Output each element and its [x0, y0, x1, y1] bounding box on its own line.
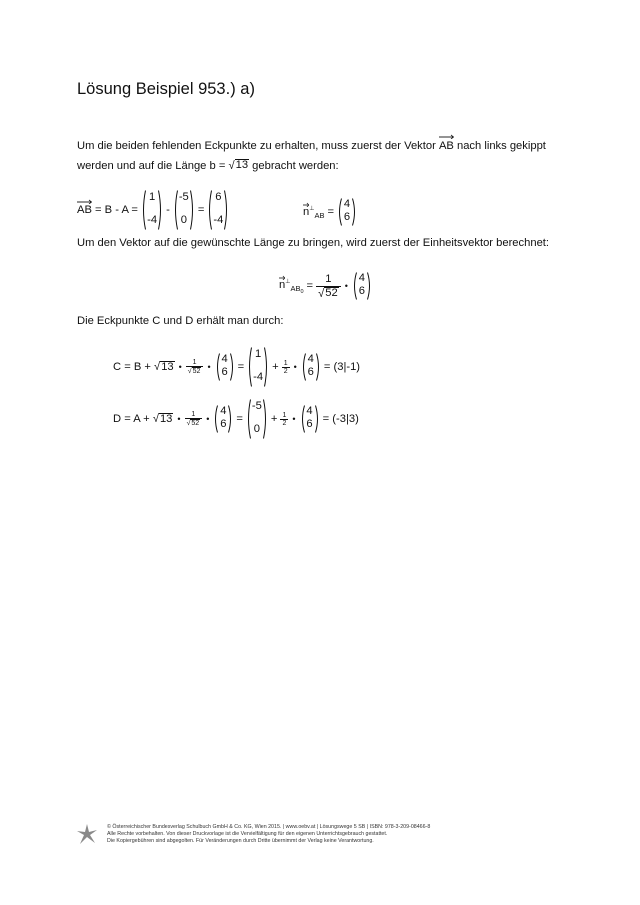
column-vector: 4 6	[301, 353, 321, 381]
multiply-dot: •	[207, 362, 211, 372]
footer-line-2: Alle Rechte vorbehalten. Von dieser Druckvorlage ist die Vervielfältigung für den eigenen Unterrichtsgebrauch gestattet.	[107, 831, 388, 838]
points-text: Die Eckpunkte C und D erhält man durch:	[77, 315, 284, 327]
equals-sign: =	[327, 206, 335, 218]
unit-normal-symbol: $n^\perp_{AB_0}$	[279, 278, 304, 295]
equation-c-result: = (3|-1)	[320, 361, 361, 373]
footer-line-3: Die Kopiergebühren sind abgegolten. Für Veränderungen durch Dritte übernimmt der Verlag keine Verantwortung.	[107, 838, 374, 845]
multiply-dot: •	[344, 281, 348, 291]
sqrt-13: √ 13	[152, 412, 173, 426]
footer-line-1: © Österreichischer Bundesverlag Schulbuch GmbH & Co. KG, Wien 2015. | www.oebv.at | Lösungswege 5 SB | ISBN: 978-3-209-08466-8	[107, 824, 431, 830]
intro-text-2: nach links gekippt	[453, 140, 546, 152]
equation-normal	[303, 198, 357, 226]
minus-sign: -	[166, 204, 170, 216]
intro-text-4: gebracht werden:	[249, 160, 339, 172]
column-vector: 4 6	[337, 198, 357, 226]
intro-text-1: Um die beiden fehlenden Eckpunkte zu erhalten, muss zuerst der Vektor	[77, 140, 439, 152]
sqrt-13: √ 13	[154, 360, 174, 374]
fraction-one-over-sqrt52: 1 √ 52	[186, 359, 204, 375]
intro-line-2	[77, 159, 339, 174]
plus-sign: +	[270, 413, 278, 425]
equals-sign: =	[237, 361, 245, 373]
equation-c	[113, 347, 360, 387]
multiply-dot: •	[293, 362, 297, 372]
column-vector: -5 0	[173, 190, 195, 230]
column-vector: 4 6	[215, 353, 235, 381]
equation-unit-vector	[279, 268, 372, 304]
column-vector: 6 -4	[207, 190, 229, 230]
equation-d	[113, 399, 359, 439]
multiply-dot: •	[178, 362, 182, 372]
column-vector: 4 6	[352, 272, 372, 300]
footer	[107, 824, 430, 846]
page-title: Lösung Beispiel 953.) a)	[77, 80, 255, 98]
normal-vector-symbol: $n^\perp_{AB}$	[303, 205, 324, 220]
equation-c-lhs: C = B +	[113, 361, 155, 373]
intro-line-1	[77, 139, 546, 154]
multiply-dot: •	[206, 414, 210, 424]
fraction-one-over-sqrt52: 1 √ 52	[316, 272, 341, 301]
equation-ab	[77, 190, 229, 230]
equals-sign: =	[236, 413, 243, 425]
equation-d-result: = (-3|3)	[319, 413, 359, 425]
column-vector: 4 6	[213, 405, 233, 433]
column-vector: 1 -4	[247, 347, 269, 387]
fraction-one-half: $\frac{1}{2}$	[282, 411, 287, 427]
equation-d-lhs: D = A +	[113, 413, 153, 425]
unit-vector-text: Um den Vektor auf die gewünschte Länge zu bringen, wird zuerst der Einheitsvektor berechnet:	[77, 237, 550, 249]
column-vector: 1 -4	[141, 190, 163, 230]
fraction-one-over-sqrt52: 1 √ 52	[185, 411, 203, 427]
vector-ab: AB	[439, 139, 454, 154]
equals-sign: =	[306, 280, 314, 292]
oebv-logo-icon	[76, 823, 98, 845]
equals-sign: =	[197, 204, 205, 216]
column-vector: -5 0	[246, 399, 268, 439]
intro-text-3: werden und auf die Länge b =	[77, 160, 229, 172]
plus-sign: +	[272, 361, 279, 373]
equation-ab-expr: = B - A =	[91, 204, 142, 216]
multiply-dot: •	[177, 414, 181, 424]
multiply-dot: •	[292, 414, 296, 424]
column-vector: 4 6	[300, 405, 320, 433]
sqrt-13: √ 13	[228, 159, 249, 172]
vector-ab-lhs: AB	[77, 204, 92, 216]
fraction-one-half: $\frac{1}{2}$	[283, 359, 288, 375]
